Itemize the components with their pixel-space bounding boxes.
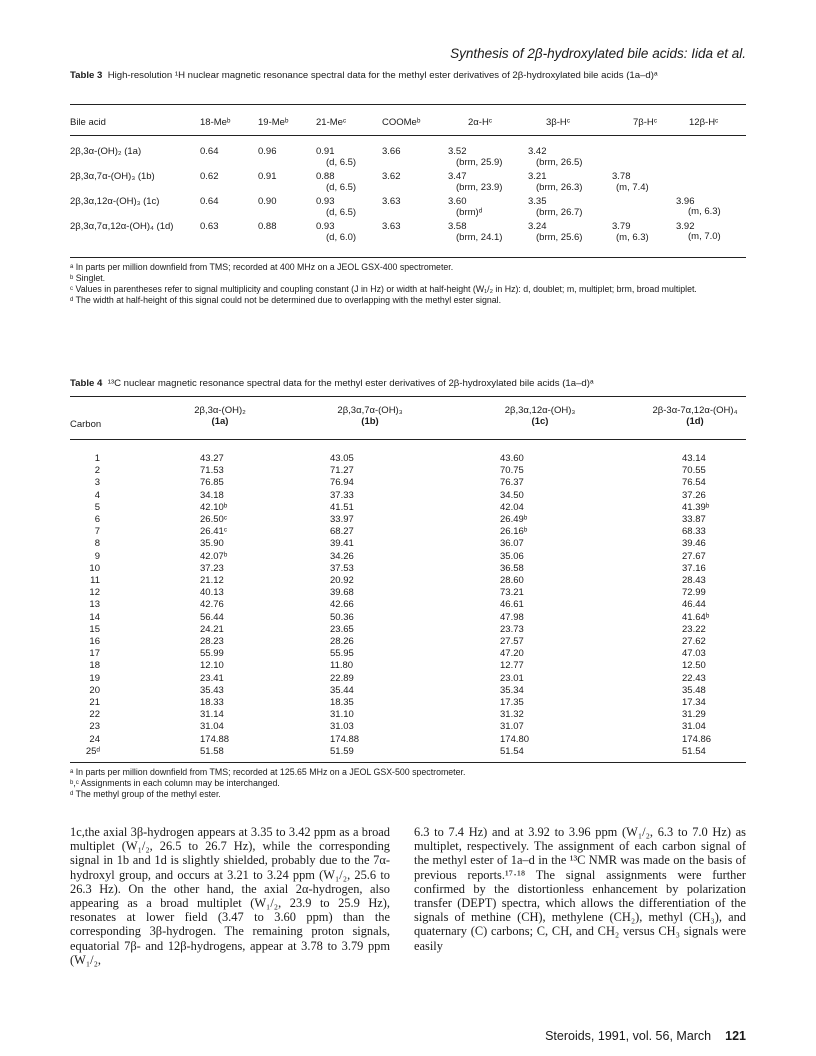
- carbon-number: 15: [89, 623, 100, 635]
- shift-value: 31.03: [330, 721, 354, 733]
- shift-value: 22.43: [682, 672, 706, 684]
- shift-value: 43.60: [500, 453, 524, 464]
- shift-value: 35.48: [682, 684, 706, 696]
- shift-value: 20.92: [330, 575, 354, 586]
- shift-value: 174.88: [330, 733, 360, 745]
- shift-value: 47.20: [500, 648, 524, 660]
- table-cell: 3.60: [448, 196, 467, 207]
- col-header-sub: (1c): [531, 416, 549, 427]
- shift-value: 33.87: [682, 514, 706, 525]
- footnote: ᵇ,ᶜ Assignments in each column may be interchanged.: [70, 778, 280, 788]
- shift-value: 51.58: [200, 745, 224, 757]
- table-cell: 0.93: [316, 196, 335, 207]
- table-cell-sub: (d, 6.5): [326, 207, 357, 218]
- col-header-sub: (1d): [686, 416, 704, 427]
- running-head: Synthesis of 2β-hydroxylated bile acids: Iida et al.: [450, 46, 746, 61]
- table-cell: 3.63: [382, 196, 401, 207]
- shift-value: 23.65: [330, 623, 354, 635]
- shift-value: 71.27: [330, 465, 354, 477]
- shift-value: 23.22: [682, 623, 706, 635]
- table-cell-sub: (brm, 26.5): [536, 157, 583, 168]
- carbon-number: 12: [89, 587, 100, 599]
- shift-value: 28.26: [330, 636, 354, 647]
- shift-value: 12.77: [500, 660, 524, 672]
- table-cell: 3.66: [382, 146, 401, 157]
- shift-value: 27.57: [500, 636, 524, 647]
- shift-value: 47.03: [682, 648, 706, 660]
- shift-value: 34.50: [500, 489, 524, 501]
- shift-value: 174.80: [500, 733, 530, 745]
- shift-value: 43.27: [200, 453, 224, 464]
- carbon-number: 3: [94, 477, 100, 489]
- shift-value: 31.14: [200, 709, 224, 721]
- table3-header: [70, 117, 746, 129]
- shift-value: 37.53: [330, 562, 354, 574]
- col-header-top: 2β,3α,12α-(OH)₃: [504, 405, 576, 416]
- footer-journal: Steroids, 1991, vol. 56, March: [545, 1029, 712, 1043]
- table-cell-sub: (brm, 26.7): [536, 207, 583, 218]
- col-header: COOMeᵇ: [382, 117, 421, 128]
- shift-value: 22.89: [330, 672, 354, 684]
- table-cell: 3.79: [612, 221, 631, 232]
- shift-value: 174.88: [200, 733, 230, 745]
- table-cell: 0.62: [200, 171, 219, 182]
- col-header: Bile acid: [70, 117, 106, 128]
- shift-value: 37.16: [682, 562, 706, 574]
- shift-value: 34.18: [200, 489, 224, 501]
- shift-value: 35.43: [200, 684, 224, 696]
- shift-value: 26.41ᶜ: [200, 526, 228, 538]
- carbon-number: 19: [89, 672, 100, 684]
- bile-acid-name: 2β,3α,12α-(OH)₃ (1c): [70, 196, 160, 207]
- shift-value: 31.32: [500, 709, 524, 721]
- shift-value: 41.64ᵇ: [682, 611, 710, 623]
- shift-value: 23.01: [500, 672, 524, 684]
- col-header: 21-Meᶜ: [316, 117, 347, 128]
- shift-value: 55.99: [200, 648, 224, 660]
- shift-value: 39.46: [682, 538, 706, 550]
- table-cell-sub: (d, 6.5): [326, 182, 357, 193]
- table-cell-sub: (brm, 25.9): [456, 157, 503, 168]
- table3-top-rule: [70, 104, 746, 105]
- table-cell: 0.91: [258, 171, 277, 182]
- shift-value: 56.44: [200, 611, 224, 623]
- shift-value: 42.66: [330, 599, 354, 611]
- table-cell: 3.63: [382, 221, 401, 232]
- shift-value: 12.10: [200, 660, 224, 672]
- shift-value: 31.10: [330, 709, 354, 721]
- shift-value: 42.04: [500, 501, 524, 513]
- shift-value: 55.95: [330, 648, 354, 660]
- carbon-number: 17: [89, 648, 100, 660]
- shift-value: 43.05: [330, 453, 354, 464]
- col-header: 7β-Hᶜ: [633, 117, 658, 128]
- bile-acid-name: 2β,3α-(OH)₂ (1a): [70, 146, 142, 157]
- carbon-number: 10: [89, 562, 100, 574]
- table-cell: 0.88: [316, 171, 335, 182]
- shift-value: 27.67: [682, 550, 706, 562]
- shift-value: 37.23: [200, 562, 224, 574]
- table-cell-sub: (brm, 26.3): [536, 182, 583, 193]
- shift-value: 46.61: [500, 599, 524, 611]
- shift-value: 37.26: [682, 489, 706, 501]
- shift-value: 27.62: [682, 636, 706, 647]
- shift-value: 35.06: [500, 550, 524, 562]
- table-cell: 0.64: [200, 196, 219, 207]
- shift-value: 21.12: [200, 575, 224, 586]
- table-cell: 0.96: [258, 146, 277, 157]
- carbon-number: 21: [89, 697, 100, 708]
- shift-value: 76.54: [682, 477, 706, 489]
- col-header: 3β-Hᶜ: [546, 117, 571, 128]
- table-cell: 3.58: [448, 221, 467, 232]
- table4-bottom-rule: [70, 762, 746, 763]
- carbon-number: 24: [89, 733, 100, 745]
- table-cell-sub: (d, 6.5): [326, 157, 357, 168]
- table-cell: 0.88: [258, 221, 277, 232]
- carbon-number: 22: [89, 709, 100, 721]
- col-header-1c: [480, 405, 600, 427]
- carbon-number: 25ᵈ: [85, 745, 100, 757]
- shift-value: 23.73: [500, 623, 524, 635]
- carbon-number: 4: [94, 489, 100, 501]
- table4-footnotes: [70, 767, 746, 800]
- table-cell: 3.62: [382, 171, 401, 182]
- table-cell: 3.78: [612, 171, 631, 182]
- shift-value: 68.33: [682, 526, 706, 538]
- shift-value: 76.85: [200, 477, 224, 489]
- carbon-number: 9: [94, 550, 100, 562]
- shift-value: 43.14: [682, 453, 706, 464]
- table4-header-rule: [70, 439, 746, 440]
- shift-value: 35.34: [500, 684, 524, 696]
- col-header-top: 2β-3α-7α,12α-(OH)₄: [652, 405, 738, 416]
- table3-header-rule: [70, 135, 746, 136]
- table-cell-sub: (brm, 23.9): [456, 182, 503, 193]
- shift-value: 42.10ᵇ: [200, 501, 228, 513]
- shift-value: 31.04: [682, 721, 706, 733]
- col-header-carbon: Carbon: [70, 419, 102, 430]
- shift-value: 28.43: [682, 575, 706, 586]
- table-cell-sub: (brm)ᵈ: [456, 207, 483, 218]
- footnote: ᵃ In parts per million downfield from TMS; recorded at 125.65 MHz on a JEOL GSX-500 spectrometer.: [70, 767, 466, 777]
- carbon-number: 20: [89, 684, 100, 696]
- shift-value: 70.55: [682, 465, 706, 477]
- col-header-sub: (1b): [361, 416, 379, 427]
- shift-value: 51.54: [682, 745, 706, 757]
- table-cell: 0.93: [316, 221, 335, 232]
- table3-caption-text: High-resolution ¹H nuclear magnetic resonance spectral data for the methyl ester derivatives of 2β-hydroxylated bile acids (1a–d)ᵃ: [107, 70, 658, 81]
- table3-bottom-rule: [70, 257, 746, 258]
- shift-value: 31.29: [682, 709, 706, 721]
- carbon-number: 18: [89, 660, 100, 672]
- table-cell: 0.63: [200, 221, 219, 232]
- shift-value: 36.58: [500, 562, 524, 574]
- col-header-1a: [170, 405, 270, 427]
- table4-caption-text: ¹³C nuclear magnetic resonance spectral data for the methyl ester derivatives of 2β-hydroxylated bile acids (1a–d)ᵃ: [107, 378, 594, 389]
- carbon-number: 11: [90, 575, 100, 586]
- page-number: 121: [725, 1029, 746, 1043]
- table-cell: 3.42: [528, 146, 547, 157]
- shift-value: 73.21: [500, 587, 524, 599]
- table4-top-rule: [70, 396, 746, 397]
- body-column-right: 6.3 to 7.4 Hz) and at 3.92 to 3.96 ppm (W₁/₂, 6.3 to 7.0 Hz) as multiplet, respectively. The assignment of each carbon signal of the methyl ester of 1a–d in the ¹³C NMR was made on the basis of previous reports.¹⁷·¹⁸ The signal assignments were further confirmed by the distortionless enhancement by polarization transfer (DEPT) spectra, which allows the differentiation of the signals of methine (CH), methylene (CH₂), methyl (CH₃), and quaternary (C) carbons; C, CH, and CH₂ versus CH₃ signals were easily: [414, 825, 746, 953]
- table-cell-sub: (m, 7.4): [616, 182, 649, 193]
- footnote: ᵈ The methyl group of the methyl ester.: [70, 789, 221, 799]
- col-header-1d: [630, 405, 760, 427]
- col-header-top: 2β,3α,7α-(OH)₃: [337, 405, 403, 416]
- carbon-number: 8: [94, 538, 100, 550]
- shift-value: 35.44: [330, 684, 354, 696]
- shift-value: 68.27: [330, 526, 354, 538]
- shift-value: 41.39ᵇ: [682, 501, 710, 513]
- shift-value: 31.04: [200, 721, 224, 733]
- table4-label: Table 4: [70, 378, 103, 389]
- shift-value: 47.98: [500, 611, 524, 623]
- table-cell: 0.90: [258, 196, 277, 207]
- table-cell: 3.52: [448, 146, 467, 157]
- shift-value: 26.49ᵇ: [500, 514, 528, 525]
- shift-value: 174.86: [682, 733, 712, 745]
- shift-value: 36.07: [500, 538, 524, 550]
- shift-value: 24.21: [200, 623, 224, 635]
- col-header: 2α-Hᶜ: [468, 117, 493, 128]
- table4-caption: [70, 378, 750, 389]
- shift-value: 41.51: [330, 501, 354, 513]
- carbon-number: 1: [94, 453, 100, 464]
- table3-footnotes: [70, 262, 746, 306]
- bile-acid-name: 2β,3α,7α-(OH)₃ (1b): [70, 171, 155, 182]
- shift-value: 76.94: [330, 477, 354, 489]
- shift-value: 72.99: [682, 587, 706, 599]
- shift-value: 39.68: [330, 587, 354, 599]
- shift-value: 31.07: [500, 721, 524, 733]
- body-column-left: 1c,the axial 3β-hydrogen appears at 3.35 to 3.42 ppm as a broad multiplet (W₁/₂, 26.5 to 26.7 Hz), while the corresponding signal in 1b and 1d is slightly shielded, probably due to the 7α-hydroxyl group, and occurs at 3.21 to 3.24 ppm (W₁/₂, 25.6 to 26.3 Hz). On the other hand, the axial 2α-hydrogen, also appearing as a broad multiplet (W₁/₂, 23.9 to 25.9 Hz), resonates at lower field (3.47 to 3.60 ppm) than the corresponding 3β-hydrogen. The remaining proton signals, equatorial 7β- and 12β-hydrogens, appear at 3.78 to 3.79 ppm (W₁/₂,: [70, 825, 390, 967]
- shift-value: 17.34: [682, 697, 706, 708]
- shift-value: 18.35: [330, 697, 354, 708]
- shift-value: 76.37: [500, 477, 524, 489]
- carbon-number: 6: [94, 514, 100, 525]
- table-cell-sub: (m, 6.3): [616, 232, 649, 243]
- carbon-number: 2: [94, 465, 100, 477]
- carbon-number: 13: [89, 599, 100, 611]
- table-cell-sub: (brm, 24.1): [456, 232, 503, 243]
- col-header: 18-Meᵇ: [200, 117, 231, 128]
- col-header-sub: (1a): [211, 416, 229, 427]
- footnote: ᶜ Values in parentheses refer to signal multiplicity and coupling constant (J in Hz) or width at half-height (W₁/₂ in Hz): d, doublet; m, multiplet; brm, broad multiplet.: [70, 284, 697, 294]
- shift-value: 26.16ᵇ: [500, 526, 528, 538]
- footnote: ᵈ The width at half-height of this signal could not be determined due to overlapping with the methyl ester signal.: [70, 295, 502, 305]
- col-header: 19-Meᵇ: [258, 117, 289, 128]
- shift-value: 18.33: [200, 697, 224, 708]
- shift-value: 23.41: [200, 672, 224, 684]
- table-cell: 3.21: [528, 171, 547, 182]
- col-header-1b: [310, 405, 430, 427]
- shift-value: 17.35: [500, 697, 524, 708]
- shift-value: 37.33: [330, 489, 354, 501]
- shift-value: 26.50ᶜ: [200, 514, 228, 525]
- shift-value: 70.75: [500, 465, 524, 477]
- carbon-number: 16: [89, 636, 100, 647]
- shift-value: 71.53: [200, 465, 224, 477]
- shift-value: 11.80: [330, 660, 354, 672]
- shift-value: 28.60: [500, 575, 524, 586]
- shift-value: 50.36: [330, 611, 354, 623]
- shift-value: 51.54: [500, 745, 524, 757]
- shift-value: 39.41: [330, 538, 354, 550]
- table3-caption: [70, 70, 750, 82]
- footnote: ᵃ In parts per million downfield from TMS; recorded at 400 MHz on a JEOL GSX-400 spectrometer.: [70, 262, 454, 272]
- table-cell-sub: (m, 6.3): [688, 206, 721, 217]
- shift-value: 34.26: [330, 550, 354, 562]
- table-cell-sub: (brm, 25.6): [536, 232, 583, 243]
- shift-value: 40.13: [200, 587, 224, 599]
- footnote: ᵇ Singlet.: [70, 273, 106, 283]
- carbon-number: 14: [89, 611, 100, 623]
- col-header-top: 2β,3α-(OH)₂: [194, 405, 246, 416]
- shift-value: 12.50: [682, 660, 706, 672]
- shift-value: 51.59: [330, 745, 354, 757]
- table-cell: 3.35: [528, 196, 547, 207]
- page-footer: [545, 1029, 746, 1043]
- carbon-number: 23: [89, 721, 100, 733]
- col-header: 12β-Hᶜ: [689, 117, 719, 128]
- table-cell: 3.24: [528, 221, 547, 232]
- table3-label: Table 3: [70, 70, 103, 81]
- shift-value: 42.76: [200, 599, 224, 611]
- table-cell: 3.96: [676, 196, 695, 207]
- bile-acid-name: 2β,3α,7α,12α-(OH)₄ (1d): [70, 221, 174, 232]
- table-cell-sub: (d, 6.0): [326, 232, 357, 243]
- table-cell: 0.64: [200, 146, 219, 157]
- shift-value: 46.44: [682, 599, 706, 611]
- shift-value: 28.23: [200, 636, 224, 647]
- table4-header: [70, 405, 746, 433]
- carbon-number: 7: [94, 526, 100, 538]
- shift-value: 42.07ᵇ: [200, 550, 228, 562]
- table-cell: 3.92: [676, 221, 695, 232]
- table-cell: 0.91: [316, 146, 335, 157]
- shift-value: 35.90: [200, 538, 224, 550]
- table-cell-sub: (m, 7.0): [688, 231, 721, 242]
- table-cell: 3.47: [448, 171, 467, 182]
- shift-value: 33.97: [330, 514, 354, 525]
- carbon-number: 5: [94, 501, 100, 513]
